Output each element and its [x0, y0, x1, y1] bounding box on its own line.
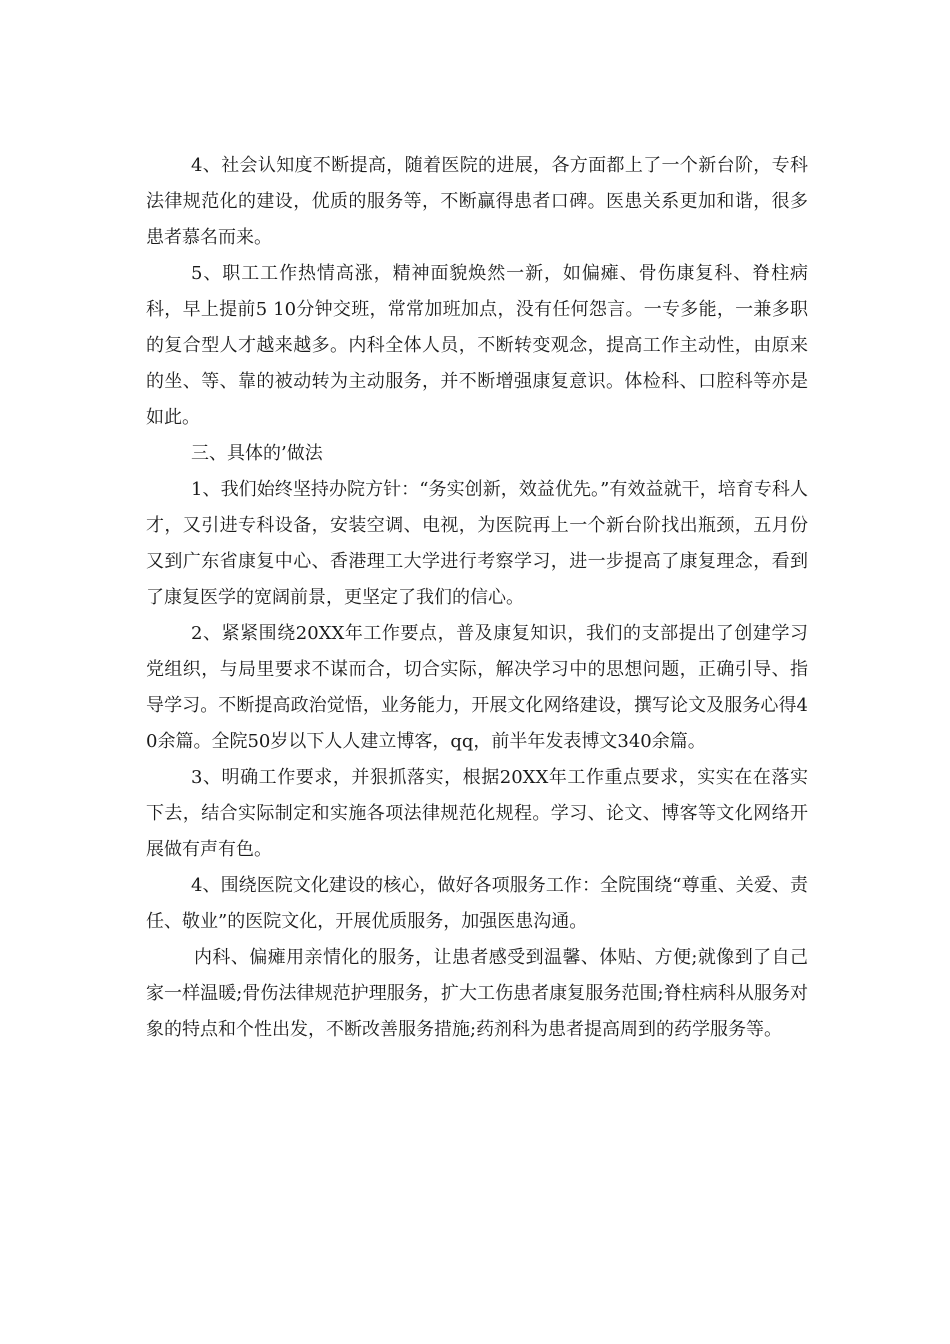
paragraph-hospital-policy: 1、我们始终坚持办院方针：“务实创新，效益优先。”有效益就干，培育专科人才，又引进专科设备，安装空调、电视，为医院再上一个新台阶找出瓶颈，五月份又到广东省康复中心、香港理工大学进行考察学习，进一步提高了康复理念，看到了康复医学的宽阔前景，更坚定了我们的信心。 — [146, 479, 808, 608]
paragraph-department-services: 内科、偏瘫用亲情化的服务，让患者感受到温馨、体贴、方便;就像到了自己家一样温暖;骨伤法律规范护理服务，扩大工伤患者康复服务范围;脊柱病科从服务对象的特点和个性出发，不断改善服务措施;药剂科为患者提高周到的药学服务等。 — [146, 947, 808, 1040]
paragraph-learning-organization: 2、紧紧围绕20XX年工作要点，普及康复知识，我们的支部提出了创建学习党组织，与局里要求不谋而合，切合实际，解决学习中的思想问题，正确引导、指导学习。不断提高政治觉悟，业务能力，开展文化网络建设，撰写论文及服务心得40余篇。全院50岁以下人人建立博客，qq，前半年发表博文340余篇。 — [146, 623, 808, 752]
paragraph-social-recognition: 4、社会认知度不断提高，随着医院的进展，各方面都上了一个新台阶，专科法律规范化的建设，优质的服务等，不断赢得患者口碑。医患关系更加和谐，很多患者慕名而来。 — [146, 155, 808, 248]
section-heading-practices: 三、具体的’做法 — [191, 443, 323, 464]
paragraph-work-requirements: 3、明确工作要求，并狠抓落实，根据20XX年工作重点要求，实实在在落实下去，结合实际制定和实施各项法律规范化规程。学习、论文、博客等文化网络开展做有声有色。 — [146, 767, 808, 860]
document-body — [146, 148, 808, 1048]
paragraph-hospital-culture: 4、围绕医院文化建设的核心，做好各项服务工作：全院围绕“尊重、关爱、责任、敬业”的医院文化，开展优质服务，加强医患沟通。 — [146, 875, 808, 932]
paragraph-staff-enthusiasm: 5、职工工作热情高涨，精神面貌焕然一新，如偏瘫、骨伤康复科、脊柱病科，早上提前5 10分钟交班，常常加班加点，没有任何怨言。一专多能，一兼多职的复合型人才越来越多。内科全体人员，不断转变观念，提高工作主动性，由原来的坐、等、靠的被动转为主动服务，并不断增强康复意识。体检科、口腔科等亦是如此。 — [146, 263, 808, 428]
